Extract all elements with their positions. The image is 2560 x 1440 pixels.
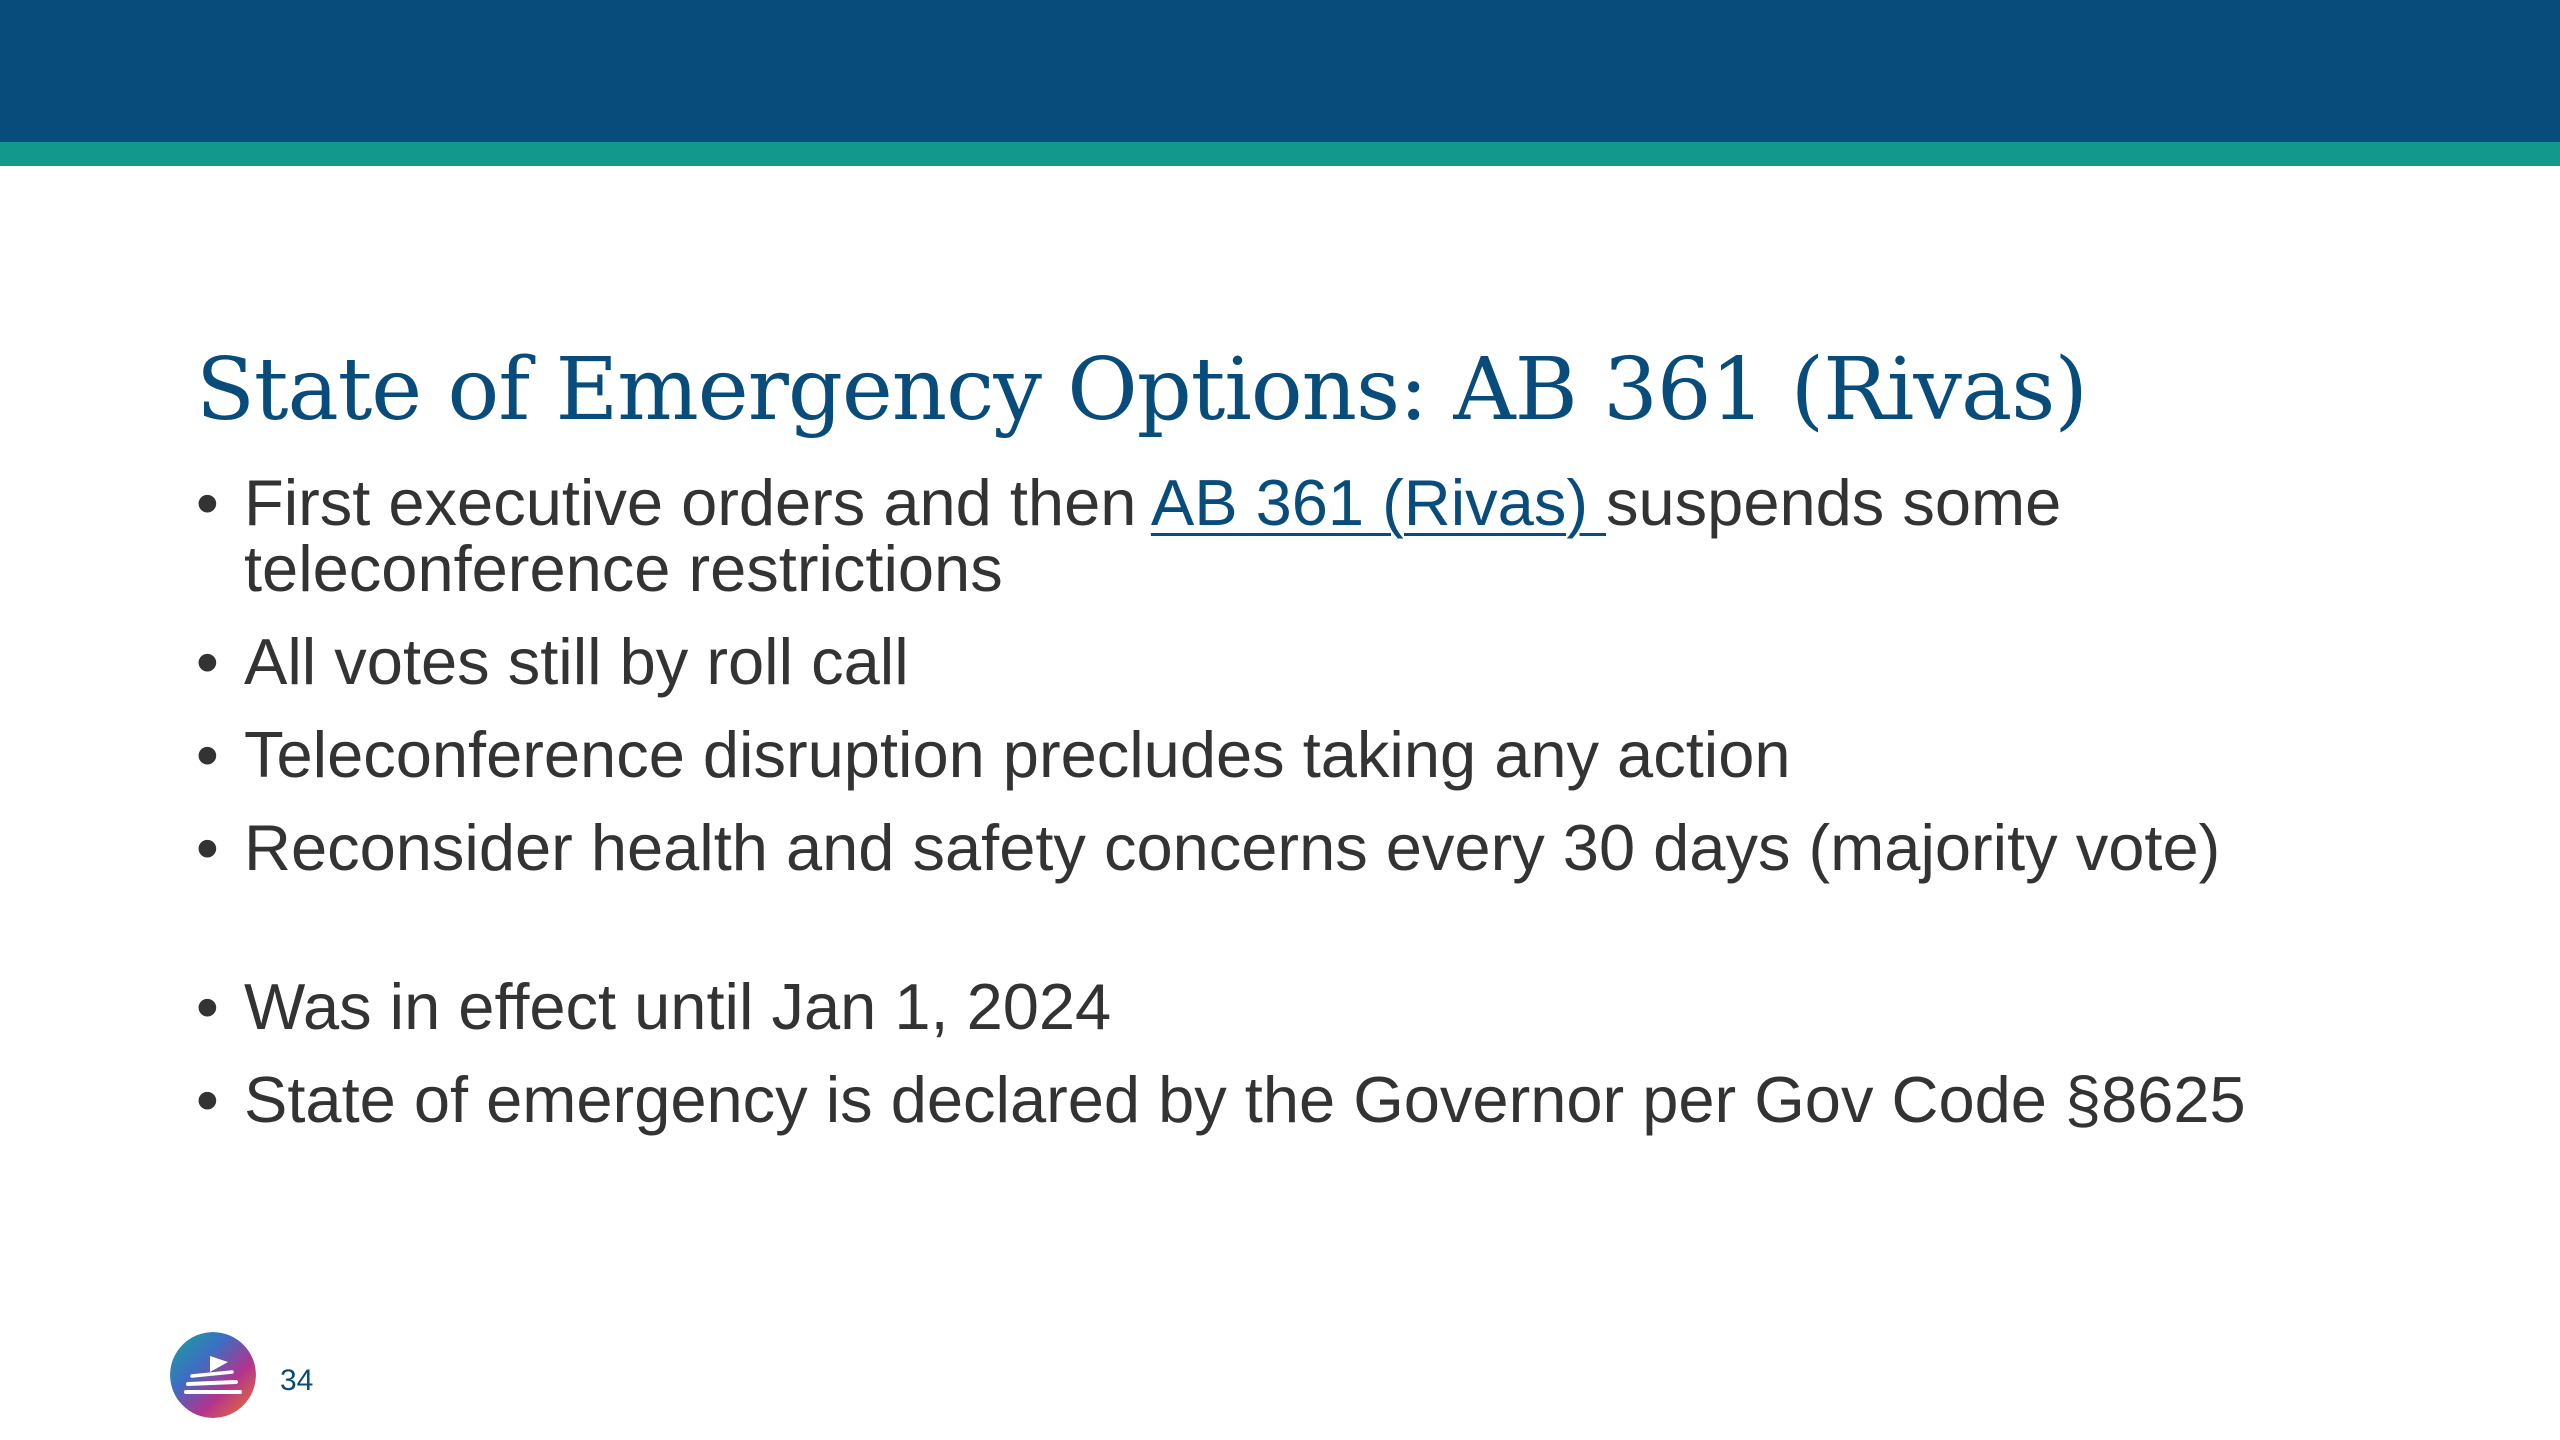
slide-title: State of Emergency Options: AB 361 (Rivas) — [196, 340, 2087, 440]
bullet-text: Teleconference disruption precludes taking any action — [244, 718, 1791, 791]
bullet-text: Was in effect until Jan 1, 2024 — [244, 970, 1112, 1043]
bullet-text-trail: suspends some teleconference restrictions — [244, 466, 2062, 605]
header-band — [0, 0, 2560, 142]
bullet-text: State of emergency is declared by the Governor per Gov Code §8625 — [244, 1063, 2246, 1136]
organization-logo-icon — [170, 1332, 256, 1418]
bullet-marker: • — [196, 1063, 219, 1136]
bullet-item — [196, 718, 2416, 791]
bullet-text: Reconsider health and safety concerns every 30 days (majority vote) — [244, 811, 2221, 884]
bullet-marker: • — [196, 811, 219, 884]
page-number: 34 — [280, 1364, 314, 1397]
bullet-item — [196, 625, 2416, 698]
bullet-item — [196, 811, 2416, 884]
bullet-marker: • — [196, 970, 219, 1043]
bullet-item — [196, 1063, 2416, 1136]
bullet-marker: • — [196, 625, 219, 698]
bullet-item — [196, 466, 2416, 605]
bullet-text-lead: First executive orders and then — [244, 466, 1151, 539]
header-accent-stripe — [0, 142, 2560, 166]
bullet-text: All votes still by roll call — [244, 625, 909, 698]
bullet-marker: • — [196, 718, 219, 791]
bullet-marker: • — [196, 466, 219, 539]
bullet-item — [196, 970, 2416, 1043]
ab-361-link[interactable]: AB 361 (Rivas) — [1150, 466, 1607, 539]
bullet-list — [196, 466, 2416, 1160]
